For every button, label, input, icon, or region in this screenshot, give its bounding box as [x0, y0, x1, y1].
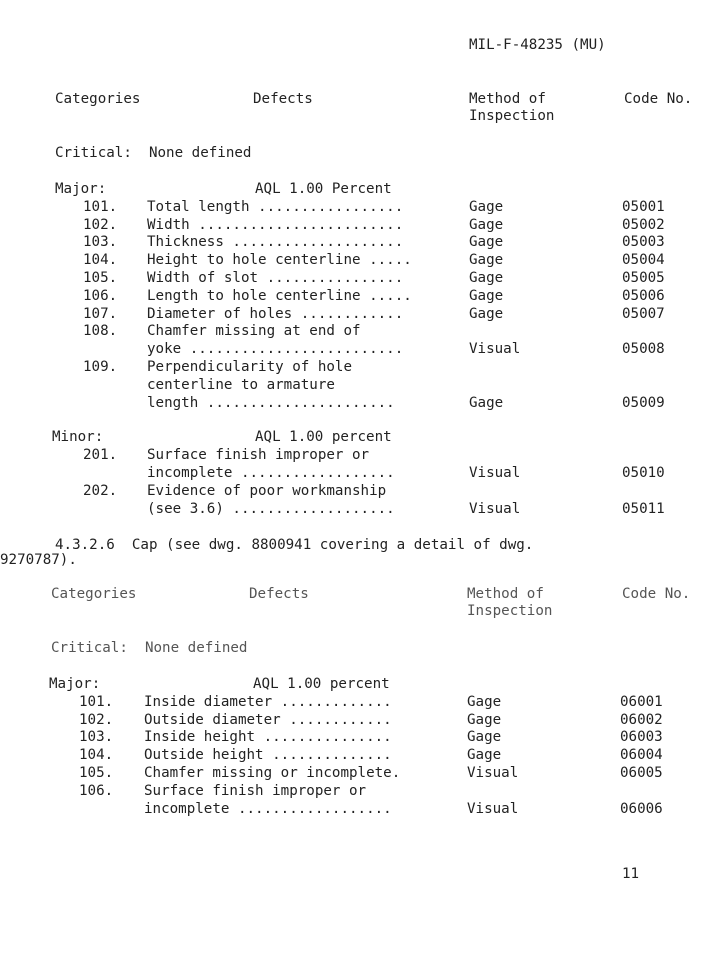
defect-description: centerline to armature: [147, 376, 335, 393]
column-header-categories: Categories: [51, 586, 137, 602]
defect-description: Surface finish improper or: [144, 782, 367, 799]
column-header-method: Inspection: [467, 603, 553, 619]
code-number: 05004: [622, 252, 665, 269]
inspection-method: Gage: [467, 693, 502, 710]
inspection-method: Visual: [469, 500, 521, 517]
column-header-code: Code No.: [624, 91, 693, 107]
code-number: 05009: [622, 394, 665, 411]
column-header-method: Method of: [467, 586, 544, 602]
inspection-method: Visual: [467, 800, 519, 817]
defect-description: incomplete ..................: [144, 800, 392, 817]
item-number: 105.: [79, 765, 114, 781]
inspection-method: Gage: [469, 198, 504, 215]
code-number: 05011: [622, 500, 665, 517]
aql-label: AQL 1.00 percent: [255, 429, 392, 446]
inspection-method: Visual: [467, 765, 519, 781]
code-number: 05003: [622, 234, 665, 251]
defect-description: Width ........................: [147, 216, 404, 233]
defect-description: yoke .........................: [147, 341, 404, 358]
column-header-defects: Defects: [249, 586, 309, 602]
page-number: 11: [622, 866, 640, 882]
item-number: 106.: [79, 782, 114, 799]
defect-description: Inside diameter .............: [144, 693, 392, 710]
inspection-method: Gage: [467, 711, 502, 728]
code-number: 06001: [620, 693, 663, 710]
defect-description: Total length .................: [147, 198, 404, 215]
item-number: 103.: [83, 234, 118, 251]
defect-description: Outside height ..............: [144, 747, 392, 764]
aql-label: AQL 1.00 percent: [253, 676, 390, 692]
inspection-method: Gage: [467, 747, 502, 764]
item-number: 109.: [83, 359, 118, 375]
defect-description: Evidence of poor workmanship: [147, 482, 387, 499]
inspection-method: Visual: [469, 341, 521, 358]
critical-line: Critical: None defined: [55, 145, 252, 161]
column-header-defects: Defects: [253, 91, 313, 107]
code-number: 05007: [622, 305, 665, 322]
defect-description: Outside diameter ............: [144, 711, 392, 728]
defect-description: Diameter of holes ............: [147, 305, 404, 322]
defect-description: Perpendicularity of hole: [147, 359, 352, 375]
category-label-major: Major:: [49, 676, 101, 692]
code-number: 06002: [620, 711, 663, 728]
item-number: 101.: [79, 693, 114, 710]
item-number: 104.: [83, 252, 118, 269]
paragraph-text: 9270787).: [0, 552, 77, 568]
inspection-method: Gage: [469, 216, 504, 233]
inspection-method: Gage: [469, 234, 504, 251]
item-number: 202.: [83, 482, 118, 499]
column-header-method: Inspection: [469, 108, 555, 124]
inspection-method: Gage: [469, 252, 504, 269]
code-number: 05002: [622, 216, 665, 233]
defect-description: Width of slot ................: [147, 270, 404, 286]
category-label-minor: Minor:: [52, 429, 104, 446]
inspection-method: Gage: [469, 305, 504, 322]
item-number: 106.: [83, 287, 118, 304]
column-header-code: Code No.: [622, 586, 691, 602]
inspection-method: Gage: [467, 729, 502, 746]
category-label-major: Major:: [55, 181, 107, 197]
document-id: MIL-F-48235 (MU): [469, 37, 606, 53]
code-number: 06004: [620, 747, 663, 764]
code-number: 05001: [622, 198, 665, 215]
inspection-method: Gage: [469, 394, 504, 411]
defect-description: Chamfer missing at end of: [147, 323, 361, 340]
item-number: 103.: [79, 729, 114, 746]
aql-label: AQL 1.00 Percent: [255, 181, 392, 197]
code-number: 06003: [620, 729, 663, 746]
code-number: 05010: [622, 465, 665, 481]
column-header-method: Method of: [469, 91, 546, 107]
code-number: 05005: [622, 270, 665, 286]
defect-description: Surface finish improper or: [147, 447, 370, 464]
code-number: 06005: [620, 765, 663, 781]
defect-description: Length to hole centerline .....: [147, 287, 412, 304]
item-number: 201.: [83, 447, 118, 464]
paragraph-text: 4.3.2.6 Cap (see dwg. 8800941 covering a detail of dwg.: [55, 537, 534, 553]
item-number: 102.: [79, 711, 114, 728]
defect-description: incomplete ..................: [147, 465, 395, 481]
defect-description: length ......................: [147, 394, 395, 411]
item-number: 107.: [83, 305, 118, 322]
defect-description: Chamfer missing or incomplete.: [144, 765, 401, 781]
code-number: 05008: [622, 341, 665, 358]
item-number: 104.: [79, 747, 114, 764]
defect-description: Thickness ....................: [147, 234, 404, 251]
item-number: 105.: [83, 270, 118, 286]
item-number: 102.: [83, 216, 118, 233]
critical-line: Critical: None defined: [51, 640, 248, 656]
inspection-method: Visual: [469, 465, 521, 481]
item-number: 101.: [83, 198, 118, 215]
code-number: 06006: [620, 800, 663, 817]
defect-description: (see 3.6) ...................: [147, 500, 395, 517]
column-header-categories: Categories: [55, 91, 141, 107]
inspection-method: Gage: [469, 287, 504, 304]
inspection-method: Gage: [469, 270, 504, 286]
defect-description: Height to hole centerline .....: [147, 252, 412, 269]
item-number: 108.: [83, 323, 118, 340]
defect-description: Inside height ...............: [144, 729, 392, 746]
code-number: 05006: [622, 287, 665, 304]
